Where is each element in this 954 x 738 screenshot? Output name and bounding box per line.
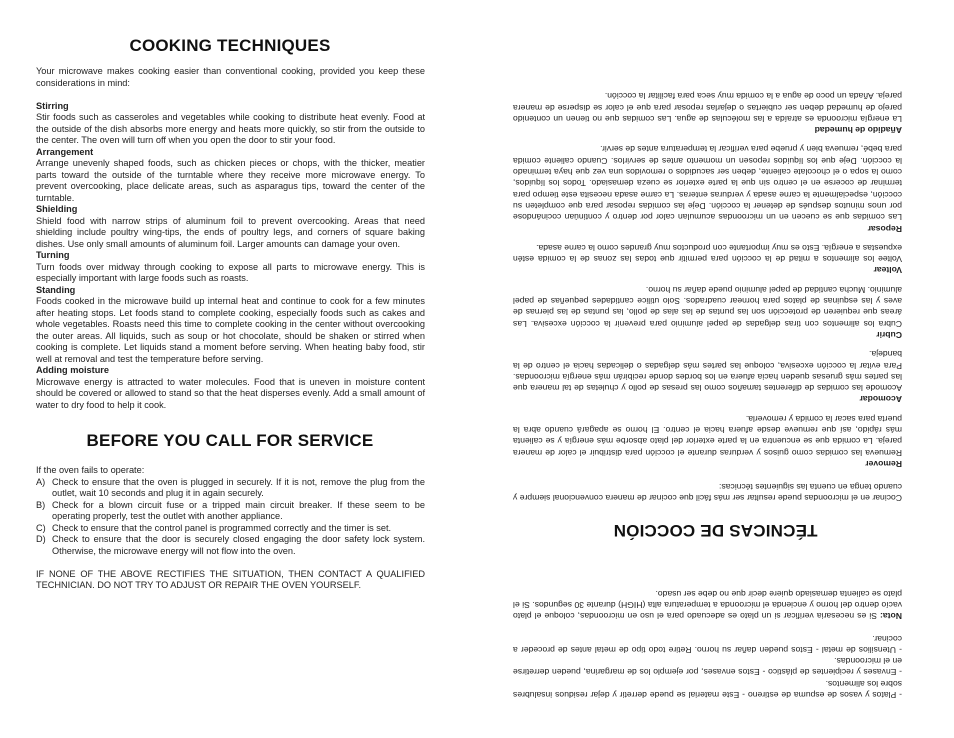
section-text: Stir foods such as casseroles and vegetables while cooking to distribute heat evenly. Food at the outside of the dish absorbs more energy and heats more quickly, so stir from the outside to the center. The oven will turn off when you open the door to stir your food. (36, 112, 425, 145)
section-text: Shield food with narrow strips of aluminum foil to prevent overcooking. Areas that need shielding include poultry wing-tips, the ends of poultry legs, and corners of square baking dishes. Use only small amounts of aluminum foil. Larger amounts can damage your oven. (36, 215, 425, 249)
note-label: Nota: (880, 611, 902, 622)
spanish-page (477, 0, 954, 738)
section-text: Acomode las comidas de diferentes tamaños como las presas de pollo y chuletas de tal manera que las partes más gruesas queden hacia afuera en los bordes donde recibirán más energía microondas. Para evitar la cocción excesiva, coloque las partes más delgadas o delicadas hacia el centro de la bandeja. (513, 349, 902, 394)
section-title: Arrangement (36, 146, 94, 157)
section-acomodar (513, 348, 902, 404)
section-standing (36, 285, 425, 366)
section-title: Stirring (36, 100, 69, 111)
section-text: Foods cooked in the microwave build up internal heat and continue to cook for a few minutes after heating stops. Let foods stand to complete cooking, especially foods such as cakes and whole vegetables. Roasts need this time to complete cooking in the center without overcooking the outer areas. All liquids, such as soup or hot chocolate, should be shaken or stirred when cooking is complete. Let liquids stand a moment before serving. When heating baby food, stir well at removal and test the temperature before serving. (36, 296, 425, 364)
section-humedad (513, 90, 902, 135)
section-shielding (36, 204, 425, 250)
list-item (36, 534, 425, 557)
section-title: Adding moisture (36, 365, 109, 375)
service-body (36, 465, 425, 592)
section-title: Remover (865, 458, 902, 469)
item-text: Check to ensure that the control panel is programmed correctly and the timer is set. (52, 522, 392, 533)
section-text: Microwave energy is attracted to water molecules. Food that is uneven in moisture content should be covered or allowed to stand so that the heat disperses evenly. Add a small amount of water to dry food to help it cook. (36, 376, 425, 410)
list-item: - Envases y recipientes de plástico - Estos envases, por ejemplo los de margarina, pueden derretirse en el microondas. (513, 656, 902, 678)
section-title: Shielding (36, 204, 78, 214)
spanish-top-block (513, 587, 902, 700)
section-text: Remueva las comidas como guisos y verduras durante el cocción para distribuir el calor de manera pareja. La comida que se encuentra en la parte exterior del plato absorbe más energía y se calienta más rápido, así que remueve desde afuera hacia el centro. El horno se apagará cuando abra la puerta para sacar la comida y removerla. (513, 413, 902, 458)
tecnicas-body (513, 90, 902, 503)
section-title: Voltear (873, 265, 902, 276)
section-text: Turn foods over midway through cooking to expose all parts to microwave energy. This is especially important with large foods such as roasts. (36, 261, 425, 283)
item-letter: A) (36, 476, 46, 487)
section-arrangement (36, 147, 425, 205)
item-text: Check for a blown circuit fuse or a tripped main circuit breaker. If these seem to be operating properly, test the outlet with another appliance. (52, 499, 425, 521)
tecnicas-intro: Cocinar en el microondas puede resultar ser más fácil que cocinar de manera convencional siempre y cuando tenga en cuenta las siguientes técnicas: (513, 481, 902, 503)
section-text: Las comidas que se cuecen en un microondas acumulan calor por dentro y continúan cocinándose por unos minutos después de detener la cocción. Deje las comidas reposar para que completen su cocción, especialmente la carne asada y verduras enteras. La carne asada necesita este tiempo para terminar de cocerse en el centro sin que la parte exterior se cueza demasiado. Todos los líquidos, como la sopa o el chocolate caliente, deben ser sacudidos o removidos una vez que haya terminado la cocción. Deje que los líquidos reposen un momento antes de servirlos. Cuando caliente comida para bebé, remueva bien y pruebe para verificar la temperatura antes de servir. (513, 144, 902, 223)
cooking-techniques-body (36, 66, 425, 411)
cooking-techniques-heading: COOKING TECHNIQUES (129, 36, 331, 55)
list-item: - Utensilios de metal - Estos pueden dañar su horno. Retire todo tipo de metal antes de proceder a cocinar. (513, 633, 902, 655)
item-letter: B) (36, 499, 46, 510)
list-item (36, 523, 425, 535)
item-text: Check to ensure that the oven is plugged in securely. If it is not, remove the plug from the outlet, wait 10 seconds and plug it in again securely. (52, 476, 425, 498)
item-letter: D) (36, 534, 46, 544)
spanish-note (513, 587, 902, 621)
item-text: Check to ensure that the door is securely closed engaging the door safety lock system. Otherwise, the microwave energy will not flow into the oven. (52, 534, 425, 556)
service-checklist (36, 477, 425, 558)
note-text: Si es necesaria verificar si un plato es adecuado para el uso en microondas, coloque el plato vacío dentro del horno y encienda el microonda a temperatura alta (HIGH) durante 30 segundos. Si el plato se calienta demasiado quiere decir que no debe ser usado. (513, 588, 902, 622)
section-turning (36, 250, 425, 285)
section-title: Standing (36, 284, 76, 295)
section-remover (513, 412, 902, 468)
section-adding-moisture (36, 365, 425, 411)
service-intro: If the oven fails to operate: (36, 465, 145, 475)
section-cubrir (513, 283, 902, 339)
tecnicas-heading: TÉCNICAS DE COCCIÓN (613, 521, 818, 540)
section-text: Voltee los alimentos a mitad de la cocción para permitir que todas las zonas de la comida estén expuestas a energía. Esto es muy importante con productos muy grandes como la carne asada. (513, 242, 902, 265)
section-reposar (513, 143, 902, 233)
section-title: Acomodar (859, 394, 902, 405)
service-final-warning: IF NONE OF THE ABOVE RECTIFIES THE SITUATION, THEN CONTACT A QUALIFIED TECHNICIAN. DO NOT TRY TO ADJUST OR REPAIR THE OVEN YOURSELF. (36, 568, 425, 590)
section-text: Cubra los alimentos con tiras delgadas de papel aluminio para prevenir la cocción excesiva. Las áreas que requieren de protección son las puntas de las alas de pollo, las puntas de las piernas de aves y las esquinas de platos para hornear cuadrados. Solo utilice cantidades pequeñas de papel aluminio. Mucha cantidad de papel aluminio puede dañar su horno. (513, 284, 902, 329)
item-letter: C) (36, 522, 46, 533)
section-text: La energía microonda es atraída a las moléculas de agua. Las comidas que no tienen un contenido parejo de humedad deben ser cubiertas o dejarlas reposar para que el calor se disperse de manera pareja. Añada un poco de agua a la comida muy seca para facilitar la cocción. (513, 91, 902, 124)
cooking-intro: Your microwave makes cooking easier than conventional cooking, provided you keep these considerations in mind: (36, 66, 425, 88)
section-title: Cubrir (876, 329, 902, 340)
section-stirring (36, 101, 425, 147)
list-item (36, 500, 425, 523)
section-title: Añadido de humedad (814, 125, 902, 136)
service-heading: BEFORE YOU CALL FOR SERVICE (86, 431, 374, 450)
section-title: Turning (36, 250, 70, 260)
list-item: - Platos y vasos de espuma de estireno - Este material se puede derretir y dejar residuos insalubres sobre los alimentos. (513, 678, 902, 700)
section-title: Reposar (867, 223, 902, 234)
list-item (36, 477, 425, 500)
section-text: Arrange unevenly shaped foods, such as chicken pieces or chops, with the thicker, meatier parts toward the outside of the turntable where they receive more microwave energy. To prevent overcooking, place delicate areas, such as asparagus tips, toward the center of the turntable. (36, 158, 425, 203)
section-voltear (513, 242, 902, 276)
